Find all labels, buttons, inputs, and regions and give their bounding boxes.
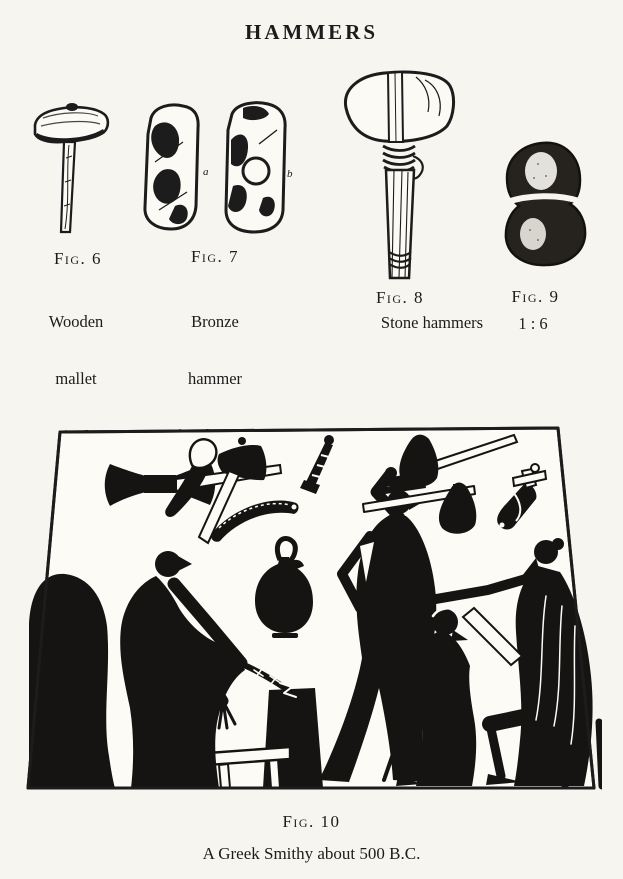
stone-hammers-caption: Stone hammers xyxy=(380,313,484,332)
chair-leg xyxy=(565,726,569,786)
fig9-grooved-stone-illustration xyxy=(494,138,594,268)
fig10-greek-smithy-illustration xyxy=(22,424,602,796)
fig9-label: Fig. 9 xyxy=(511,287,560,306)
bronze-head-view-a xyxy=(145,105,198,229)
fig7-caption-line: Bronze xyxy=(191,312,239,331)
mallet-head xyxy=(35,103,108,142)
fig8-label: Fig. 8 xyxy=(375,288,425,307)
fig10-caption: A Greek Smithy about 500 B.C. xyxy=(202,844,421,863)
grooved-stone xyxy=(506,143,585,265)
fig7-caption-line: hammer xyxy=(187,369,243,388)
mallet-handle xyxy=(61,142,75,232)
fig10-label: Fig. 10 xyxy=(282,812,341,831)
fig7-bronze-hammer-head-illustration xyxy=(135,98,295,240)
fig6-label: Fig. 6 xyxy=(53,249,103,268)
fig6-caption-line: Wooden xyxy=(48,312,104,331)
fig6-caption-line: mallet xyxy=(55,369,97,388)
stone-hammers-scale: 1 : 6 xyxy=(518,314,548,333)
bronze-head-view-b xyxy=(226,103,285,232)
chair-leg xyxy=(599,722,602,786)
annotation-b: b xyxy=(287,168,293,180)
fig6-wooden-mallet-illustration xyxy=(28,98,120,240)
fig8-stone-hammer-illustration xyxy=(333,66,463,284)
page-title: HAMMERS xyxy=(245,20,378,44)
annotation-a: a xyxy=(203,166,209,178)
fig7-label: Fig. 7 xyxy=(190,247,240,266)
